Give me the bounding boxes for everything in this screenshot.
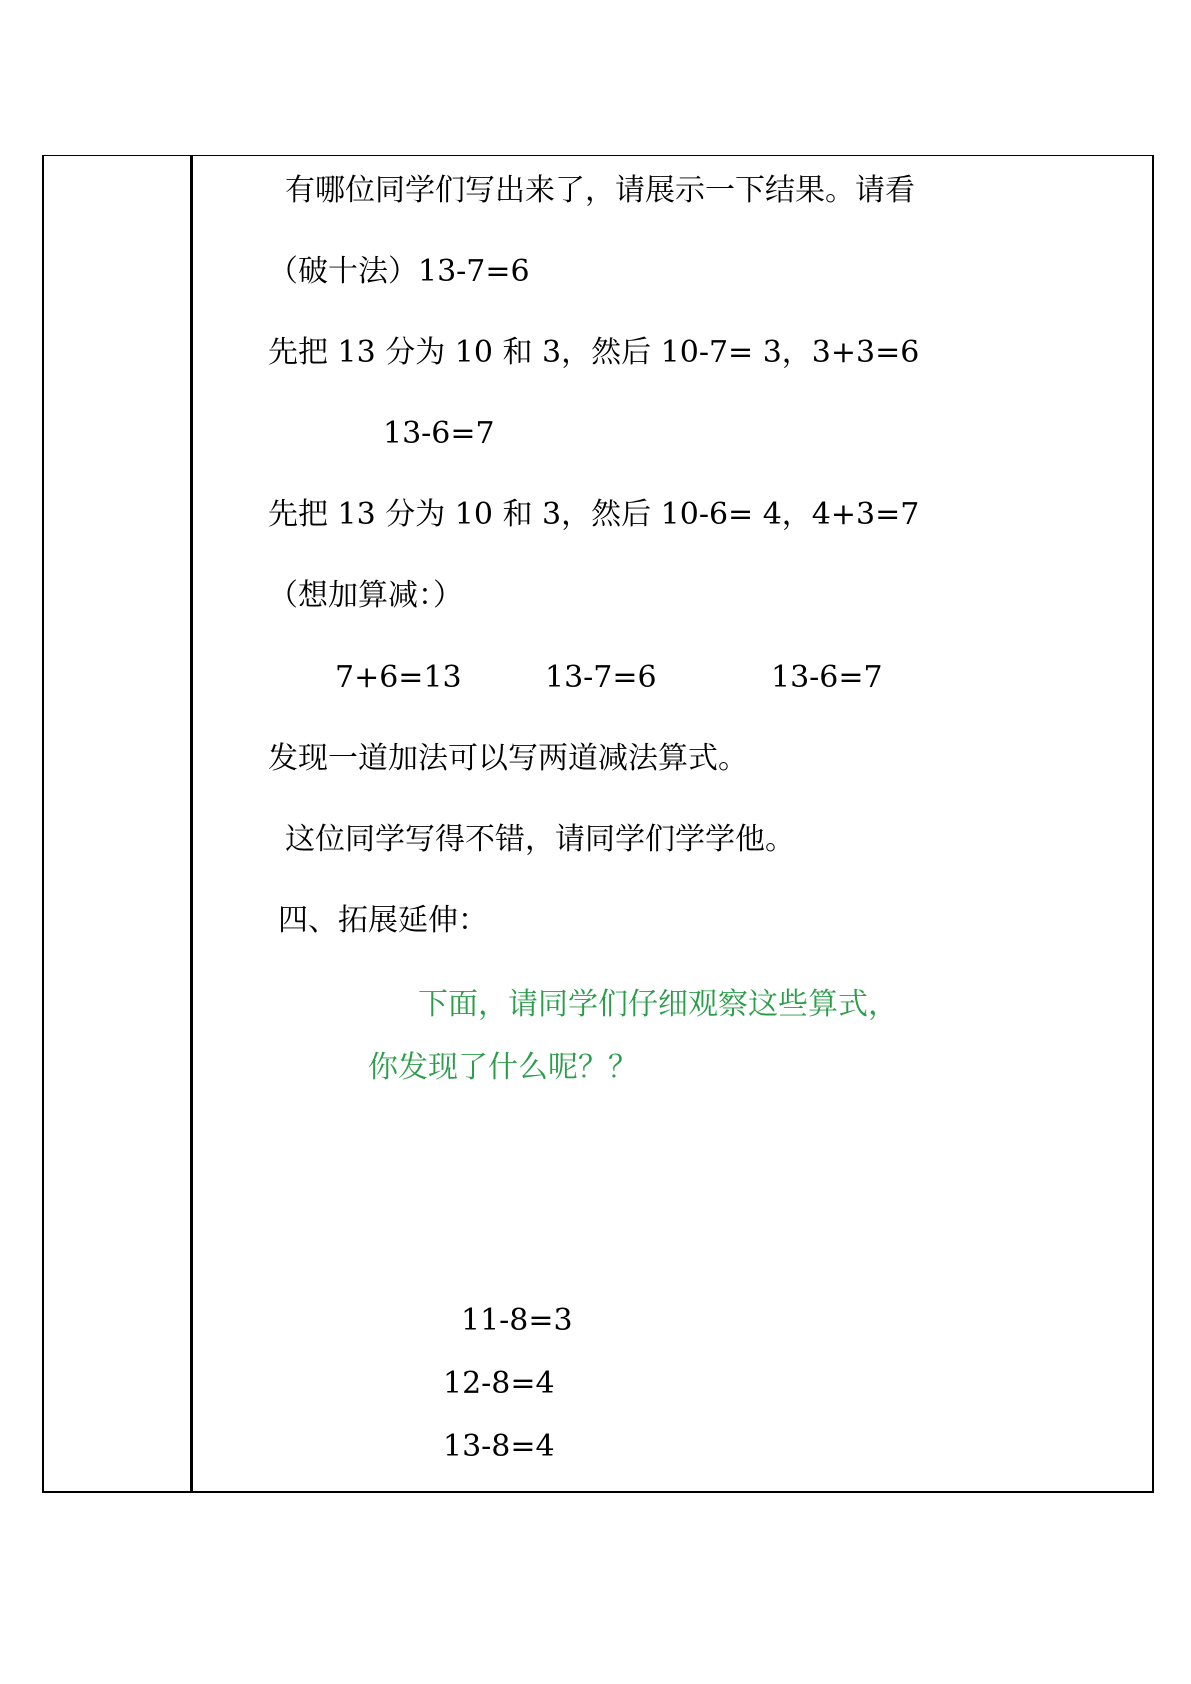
green-prompt-question: 你发现了什么呢？？ — [368, 1050, 638, 1085]
equation-13-minus-6: 13-6=7 — [771, 660, 883, 695]
text-line-show-results: 有哪位同学们写出来了，请展示一下结果。请看 — [285, 173, 915, 208]
green-prompt-observe: 下面，请同学们仔细观察这些算式， — [418, 987, 898, 1022]
left-column-cell — [44, 156, 193, 1491]
text-line-equation-13-6: 13-6=7 — [383, 416, 495, 451]
text-line-break-ten-method: （破十法）13-7=6 — [268, 254, 530, 289]
equation-7-plus-6: 7+6=13 — [335, 660, 462, 695]
formula-11-minus-8: 11-8=3 — [461, 1303, 573, 1338]
formula-12-minus-8: 12-8=4 — [443, 1366, 555, 1401]
text-line-discovery: 发现一道加法可以写两道减法算式。 — [268, 741, 748, 776]
text-line-addition-to-subtraction: （想加算减：） — [268, 578, 463, 613]
formula-13-minus-8: 13-8=4 — [443, 1429, 555, 1464]
text-line-praise: 这位同学写得不错，请同学们学学他。 — [285, 822, 795, 857]
equation-13-minus-7: 13-7=6 — [545, 660, 657, 695]
section-heading-extension: 四、拓展延伸： — [278, 903, 488, 938]
text-line-split-13-example-1: 先把 13 分为 10 和 3，然后 10-7= 3，3+3=6 — [268, 335, 920, 370]
text-line-split-13-example-2: 先把 13 分为 10 和 3，然后 10-6= 4，4+3=7 — [268, 497, 920, 532]
